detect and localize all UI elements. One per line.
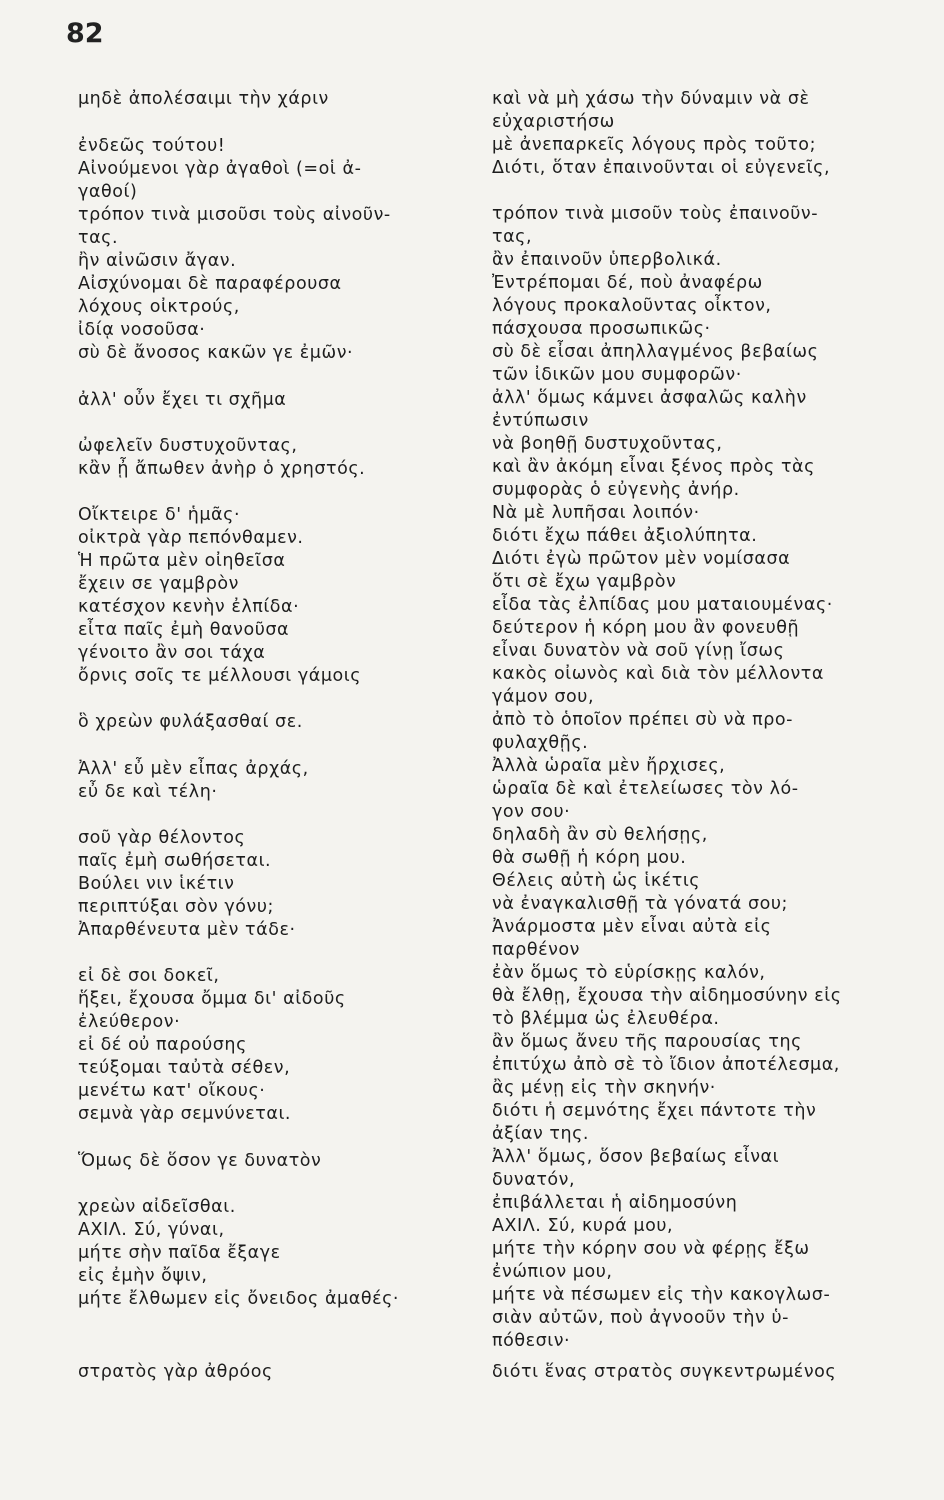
page-number: 82 <box>66 18 104 49</box>
ancient-text-line: Ἀπαρθένευτα μὲν τάδε· <box>78 920 296 940</box>
ancient-text-line: ἐλεύθερον· <box>78 1012 181 1032</box>
ancient-text-line: ὃ χρεὼν φυλάξασθαί σε. <box>78 712 303 732</box>
ancient-text-line: ἥξει, ἔχουσα ὄμμα δι' αἰδοῦς <box>78 989 346 1009</box>
ancient-text-line: λόχους οἰκτρούς, <box>78 297 240 317</box>
translation-text-line: τῶν ἰδικῶν μου συμφορῶν· <box>492 365 742 385</box>
ancient-text-line: εἰ δέ οὐ παρούσης <box>78 1035 247 1055</box>
ancient-text-line: Αἰνούμενοι γὰρ ἀγαθοὶ (=οἱ ἀ- <box>78 159 362 179</box>
translation-text-line: ὡραῖα δὲ καὶ ἐτελείωσες τὸν λό- <box>492 779 799 799</box>
ancient-text-line: σεμνὰ γὰρ σεμνύνεται. <box>78 1104 292 1124</box>
translation-text-line: Ἐντρέπομαι δέ, ποὺ ἀναφέρω <box>492 273 763 293</box>
ancient-text-line: κἂν ᾖ ἄπωθεν ἀνὴρ ὁ χρηστός. <box>78 459 366 479</box>
translation-text-line: ἐὰν ὅμως τὸ εὑρίσκῃς καλόν, <box>492 963 766 983</box>
translation-text-line: ἀξίαν της. <box>492 1124 590 1144</box>
translation-text-line: καὶ νὰ μὴ χάσω τὴν δύναμιν νὰ σὲ <box>492 89 810 109</box>
ancient-text-line: τρόπον τινὰ μισοῦσι τοὺς αἰνοῦν- <box>78 205 391 225</box>
ancient-text-line: χρεὼν αἰδεῖσθαι. <box>78 1197 236 1217</box>
ancient-text-line: Οἴκτειρε δ' ἡμᾶς· <box>78 505 241 525</box>
translation-text-line: διότι ἔχω πάθει ἀξιολύπητα. <box>492 526 758 546</box>
translation-text-line: Θέλεις αὐτὴ ὡς ἱκέτις <box>492 871 701 891</box>
ancient-text-line: περιπτύξαι σὸν γόνυ; <box>78 897 274 917</box>
translation-text-line: δυνατόν, <box>492 1170 576 1190</box>
ancient-text-line: κατέσχον κενὴν ἐλπίδα· <box>78 597 300 617</box>
translation-text-line: εὐχαριστήσω <box>492 112 615 132</box>
translation-text-line: Ἀλλὰ ὡραῖα μὲν ἤρχισες, <box>492 756 726 776</box>
translation-text-line: Ἀνάρμοστα μὲν εἶναι αὐτὰ εἰς <box>492 917 772 937</box>
ancient-text-line: Ἡ πρῶτα μὲν οἰηθεῖσα <box>78 551 286 571</box>
translation-text-line: σὺ δὲ εἶσαι ἀπηλλαγμένος βεβαίως <box>492 342 819 362</box>
ancient-text-line: εἰς ἐμὴν ὄψιν, <box>78 1266 208 1286</box>
ancient-text-line: ἀλλ' οὖν ἔχει τι σχῆμα <box>78 390 287 410</box>
ancient-text-line: Ἀλλ' εὖ μὲν εἶπας ἀρχάς, <box>78 759 309 779</box>
ancient-text-line: εἶτα παῖς ἐμὴ θανοῦσα <box>78 620 290 640</box>
ancient-text-line: σοῦ γὰρ θέλοντος <box>78 828 246 848</box>
translation-text-line: εἶναι δυνατὸν νὰ σοῦ γίνῃ ἴσως <box>492 641 785 661</box>
translation-text-line: συμφορὰς ὁ εὐγενὴς ἀνήρ. <box>492 480 740 500</box>
ancient-text-line: Ὅμως δὲ ὅσον γε δυνατὸν <box>78 1151 322 1171</box>
ancient-text-line: ὠφελεῖν δυστυχοῦντας, <box>78 436 298 456</box>
ancient-text-line: τεύξομαι ταὐτὰ σέθεν, <box>78 1058 291 1078</box>
translation-text-line: ὅτι σὲ ἔχω γαμβρὸν <box>492 572 677 592</box>
translation-text-line: πάσχουσα προσωπικῶς· <box>492 319 711 339</box>
ancient-text-line: οἰκτρὰ γὰρ πεπόνθαμεν. <box>78 528 304 548</box>
translation-text-line: ἐντύπωσιν <box>492 411 589 431</box>
translation-text-line: ἀπὸ τὸ ὁποῖον πρέπει σὺ νὰ προ- <box>492 710 794 730</box>
translation-text-line: παρθένον <box>492 940 581 960</box>
translation-text-line: εἶδα τὰς ἐλπίδας μου ματαιουμένας· <box>492 595 833 615</box>
translation-text-line: Ἀλλ' ὅμως, ὅσον βεβαίως εἶναι <box>492 1147 780 1167</box>
ancient-text-line: γένοιτο ἂν σοι τάχα <box>78 643 266 663</box>
translation-text-line: γάμον σου, <box>492 687 595 707</box>
translation-text-line: Νὰ μὲ λυπῆσαι λοιπόν· <box>492 503 700 523</box>
translation-text-line: ἂν ὅμως ἄνευ τῆς παρουσίας της <box>492 1032 802 1052</box>
translation-text-line: ἐνώπιον μου, <box>492 1262 613 1282</box>
translation-text-line: ἂν ἐπαινοῦν ὑπερβολικά. <box>492 250 722 270</box>
translation-text-line: μήτε νὰ πέσωμεν εἰς τὴν κακογλωσ- <box>492 1285 831 1305</box>
translation-text-line: ἀλλ' ὅμως κάμνει ἀσφαλῶς καλὴν <box>492 388 807 408</box>
translation-text-line: Διότι, ὅταν ἐπαινοῦνται οἱ εὐγενεῖς, <box>492 158 831 178</box>
ancient-text-line: μήτε ἔλθωμεν εἰς ὄνειδος ἀμαθές· <box>78 1289 400 1309</box>
translation-text-line: δεύτερον ἡ κόρη μου ἂν φονευθῇ <box>492 618 800 638</box>
translation-text-line: νὰ ἐναγκαλισθῇ τὰ γόνατά σου; <box>492 894 788 914</box>
ancient-text-line: ἢν αἰνῶσιν ἄγαν. <box>78 251 237 271</box>
translation-text-line: διότι ἡ σεμνότης ἔχει πάντοτε τὴν <box>492 1101 817 1121</box>
translation-text-line: διότι ἕνας στρατὸς συγκεντρωμένος <box>492 1362 837 1382</box>
ancient-text-line: παῖς ἐμὴ σωθήσεται. <box>78 851 272 871</box>
translation-text-line: λόγους προκαλοῦντας οἶκτον, <box>492 296 772 316</box>
ancient-text-line: γαθοί) <box>78 182 138 202</box>
ancient-text-line: ΑΧΙΛ. Σύ, γύναι, <box>78 1220 225 1240</box>
translation-text-line: δηλαδὴ ἂν σὺ θελήσῃς, <box>492 825 708 845</box>
translation-text-line: τας, <box>492 227 533 247</box>
ancient-text-line: μενέτω κατ' οἴκους· <box>78 1081 266 1101</box>
ancient-text-line: εὖ δε καὶ τέλη· <box>78 782 218 802</box>
translation-text-line: τρόπον τινὰ μισοῦν τοὺς ἐπαινοῦν- <box>492 204 819 224</box>
ancient-text-line: μήτε σὴν παῖδα ἔξαγε <box>78 1243 281 1263</box>
translation-text-line: ἐπιβάλλεται ἡ αἰδημοσύνη <box>492 1193 738 1213</box>
ancient-text-line: στρατὸς γὰρ ἀθρόος <box>78 1362 273 1382</box>
translation-text-line: κακὸς οἰωνὸς καὶ διὰ τὸν μέλλοντα <box>492 664 824 684</box>
translation-text-line: φυλαχθῇς. <box>492 733 589 753</box>
translation-text-line: ἐπιτύχω ἀπὸ σὲ τὸ ἴδιον ἀποτέλεσμα, <box>492 1055 840 1075</box>
ancient-text-line: ἰδίᾳ νοσοῦσα· <box>78 320 206 340</box>
ancient-text-line: εἰ δὲ σοι δοκεῖ, <box>78 966 220 986</box>
translation-text-line: σιὰν αὐτῶν, ποὺ ἀγνοοῦν τὴν ὑ- <box>492 1308 790 1328</box>
ancient-text-line: ἐνδεῶς τούτου! <box>78 136 226 156</box>
translation-text-line: νὰ βοηθῇ δυστυχοῦντας, <box>492 434 723 454</box>
translation-text-line: ΑΧΙΛ. Σύ, κυρά μου, <box>492 1216 674 1236</box>
translation-text-line: καὶ ἂν ἀκόμη εἶναι ξένος πρὸς τὰς <box>492 457 815 477</box>
ancient-text-line: τας. <box>78 228 119 248</box>
translation-text-line: μὲ ἀνεπαρκεῖς λόγους πρὸς τοῦτο; <box>492 135 817 155</box>
ancient-text-line: ὄρνις σοῖς τε μέλλουσι γάμοις <box>78 666 362 686</box>
ancient-text-line: Βούλει νιν ἱκέτιν <box>78 874 235 894</box>
translation-text-line: ἂς μένῃ εἰς τὴν σκηνήν· <box>492 1078 716 1098</box>
translation-text-line: Διότι ἐγὼ πρῶτον μὲν νομίσασα <box>492 549 791 569</box>
ancient-text-line: μηδὲ ἀπολέσαιμι τὴν χάριν <box>78 89 329 109</box>
translation-text-line: θὰ σωθῇ ἡ κόρη μου. <box>492 848 687 868</box>
translation-text-line: μήτε τὴν κόρην σου νὰ φέρῃς ἔξω <box>492 1239 810 1259</box>
ancient-text-line: Αἰσχύνομαι δὲ παραφέρουσα <box>78 274 342 294</box>
translation-text-line: τὸ βλέμμα ὡς ἐλευθέρα. <box>492 1009 720 1029</box>
translation-text-line: γον σου· <box>492 802 571 822</box>
translation-text-line: πόθεσιν· <box>492 1331 571 1351</box>
ancient-text-line: ἔχειν σε γαμβρὸν <box>78 574 239 594</box>
ancient-text-line: σὺ δὲ ἄνοσος κακῶν γε ἐμῶν· <box>78 343 354 363</box>
translation-text-line: θὰ ἔλθῃ, ἔχουσα τὴν αἰδημοσύνην εἰς <box>492 986 842 1006</box>
